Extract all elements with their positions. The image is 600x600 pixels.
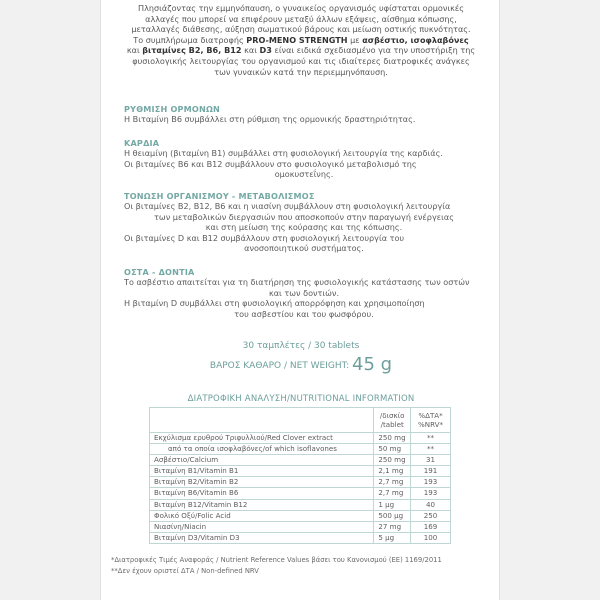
section-line: και των δοντιών. bbox=[268, 287, 340, 298]
intro-prefix: Το συμπλήρωμα διατροφής bbox=[133, 34, 247, 45]
nutrition-table bbox=[149, 407, 451, 544]
section-metabolism bbox=[124, 191, 484, 253]
nutrition-cell-name: Βιταμίνη B6/Vitamin B6 bbox=[150, 488, 374, 499]
nutrition-row bbox=[150, 455, 451, 466]
nutrition-header-nrv bbox=[411, 408, 451, 433]
section-line: Οι βιταμίνες B2, B12, B6 και η νιασίνη συμβάλλουν στη φυσιολογική λειτουργία bbox=[124, 201, 451, 212]
nutrition-cell-val: 50 mg bbox=[374, 444, 411, 455]
package-panel bbox=[100, 0, 500, 600]
intro-and: και bbox=[241, 45, 260, 56]
nutrition-row bbox=[150, 466, 451, 477]
footnote-nrv: *Διατροφικές Τιμές Αναφοράς / Nutrient Reference Values βάσει του Κανονισμού (ΕΕ) 1169/2011 bbox=[111, 556, 442, 564]
intro-line: φυσιολογικής λειτουργίας του οργανισμού και τις ιδιαίτερες διατροφικές ανάγκες bbox=[132, 55, 470, 66]
net-weight bbox=[101, 354, 501, 375]
nutrition-cell-name: Ασβέστιο/Calcium bbox=[150, 455, 374, 466]
intro-pre-vitamins: και bbox=[126, 45, 143, 56]
nutrition-cell-name: Βιταμίνη B1/Vitamin B1 bbox=[150, 466, 374, 477]
section-line: Οι βιταμίνες B6 και B12 συμβάλλουν στο φυσιολογικό μεταβολισμό της bbox=[124, 158, 417, 169]
nutrition-row bbox=[150, 499, 451, 510]
section-line: Η βιταμίνη D συμβάλλει στη φυσιολογική απορρόφηση και χρησιμοποίηση bbox=[124, 298, 425, 309]
nutrition-cell-val: 500 μg bbox=[374, 510, 411, 521]
nutrition-cell-name: Εκχύλισμα ερυθρού Τριφυλλιού/Red Clover extract bbox=[150, 433, 374, 444]
nutrition-cell-val: 2,1 mg bbox=[374, 466, 411, 477]
section-line: του ασβεστίου και του φωσφόρου. bbox=[234, 308, 374, 319]
nutrition-cell-name: Φολικό Οξύ/Folic Acid bbox=[150, 510, 374, 521]
section-line: ανοσοποιητικού συστήματος. bbox=[244, 243, 364, 254]
footnote-non-defined: **Δεν έχουν οριστεί ΔΤΑ / Non-defined NRV bbox=[111, 567, 259, 575]
nutrition-cell-nrv: 40 bbox=[411, 499, 451, 510]
nutrition-row bbox=[150, 521, 451, 532]
nutrition-cell-name: Νιασίνη/Niacin bbox=[150, 521, 374, 532]
section-line: και στη μείωση της κούρασης και της κόπωσης. bbox=[205, 222, 403, 233]
nutrition-cell-nrv: 193 bbox=[411, 477, 451, 488]
nutrition-cell-val: 250 mg bbox=[374, 433, 411, 444]
section-title: ΚΑΡΔΙΑ bbox=[124, 138, 160, 148]
intro-text bbox=[115, 3, 487, 77]
nutrition-cell-nrv: 193 bbox=[411, 488, 451, 499]
nutrition-row bbox=[150, 477, 451, 488]
intro-mid: με bbox=[347, 34, 363, 45]
nutrition-cell-name: Βιταμίνη D3/Vitamin D3 bbox=[150, 532, 374, 543]
unit-gr: /δισκίο bbox=[379, 411, 405, 420]
section-title: ΟΣΤΑ - ΔΟΝΤΙΑ bbox=[124, 267, 195, 277]
nutrition-cell-val: 27 mg bbox=[374, 521, 411, 532]
vitamins-list: βιταμίνες B2, B6, B12 bbox=[142, 45, 242, 56]
section-line: ομοκυστεΐνης. bbox=[274, 169, 334, 180]
section-line: Η Βιταμίνη B6 συμβάλλει στη ρύθμιση της ορμονικής δραστηριότητας. bbox=[124, 114, 416, 125]
section-title: ΡΥΘΜΙΣΗ ΟΡΜΟΝΩΝ bbox=[124, 104, 221, 114]
nutrition-header-unit bbox=[374, 408, 411, 433]
nutrition-cell-nrv: ** bbox=[411, 444, 451, 455]
nutrition-row bbox=[150, 433, 451, 444]
section-heart bbox=[124, 138, 484, 180]
nutrition-cell-name: Βιταμίνη B12/Vitamin B12 bbox=[150, 499, 374, 510]
nutrition-cell-val: 250 mg bbox=[374, 455, 411, 466]
intro-formula-line-2 bbox=[115, 45, 487, 56]
nutrition-cell-nrv: 250 bbox=[411, 510, 451, 521]
nutrition-cell-nrv: 191 bbox=[411, 466, 451, 477]
nutrition-row bbox=[150, 444, 451, 455]
section-line: των μεταβολικών διεργασιών που αποσκοπούν στην παραγωγή ενέργειας bbox=[154, 211, 454, 222]
calcium-isoflavones: ασβέστιο, ισοφλαβόνες bbox=[362, 34, 469, 45]
nrv-gr: %ΔΤΑ* bbox=[418, 411, 443, 420]
net-weight-value: 45 g bbox=[352, 354, 393, 375]
intro-line: των γυναικών κατά την περιεμμηνόπαυση. bbox=[214, 66, 388, 77]
nutrition-header-name bbox=[150, 408, 374, 433]
nutrition-cell-nrv: ** bbox=[411, 433, 451, 444]
nutrition-cell-nrv: 169 bbox=[411, 521, 451, 532]
nutrition-row bbox=[150, 532, 451, 543]
product-name: PRO-MENO STRENGTH bbox=[246, 34, 348, 45]
nutrition-cell-val: 2,7 mg bbox=[374, 477, 411, 488]
nutrition-cell-nrv: 100 bbox=[411, 532, 451, 543]
intro-rest: είναι ειδικά σχεδιασμένο για την υποστήριξη της bbox=[271, 45, 476, 56]
nutrition-cell-name: από τα οποία ισοφλαβόνες/of which isoflavones bbox=[150, 444, 374, 455]
nutrition-row bbox=[150, 510, 451, 521]
intro-line: αλλαγές που μπορεί να επιφέρουν μεταξύ άλλων εξάψεις, αίσθημα κόπωσης, bbox=[145, 13, 457, 24]
section-bones-teeth bbox=[124, 267, 484, 319]
unit-en: /tablet bbox=[380, 420, 404, 429]
nutrition-cell-val: 5 μg bbox=[374, 532, 411, 543]
section-hormones bbox=[124, 104, 484, 125]
nutrition-title: ΔΙΑΤΡΟΦΙΚΗ ΑΝΑΛΥΣΗ/NUTRITIONAL INFORMATION bbox=[187, 394, 415, 404]
nutrition-cell-val: 1 μg bbox=[374, 499, 411, 510]
nutrition-cell-nrv: 31 bbox=[411, 455, 451, 466]
vitamin-d3: D3 bbox=[259, 45, 272, 56]
intro-line: μεταλλαγές διάθεσης, αύξηση σωματικού βάρους και μείωση οστικής πυκνότητας. bbox=[131, 24, 471, 35]
section-line: Οι βιταμίνες D και B12 συμβάλλουν στη φυσιολογική λειτουργία του bbox=[124, 232, 405, 243]
section-line: Η θειαμίνη (βιταμίνη B1) συμβάλλει στη φυσιολογική λειτουργία της καρδιάς. bbox=[124, 148, 443, 159]
net-weight-label: ΒΑΡΟΣ ΚΑΘΑΡΟ / NET WEIGHT: bbox=[209, 361, 350, 371]
nutrition-row bbox=[150, 488, 451, 499]
intro-line: Πλησιάζοντας την εμμηνόπαυση, ο γυναικείος οργανισμός υφίσταται ορμονικές bbox=[137, 3, 465, 13]
tablet-count: 30 ταμπλέτες / 30 tablets bbox=[242, 341, 360, 351]
section-title: ΤΟΝΩΣΗ ΟΡΓΑΝΙΣΜΟΥ - ΜΕΤΑΒΟΛΙΣΜΟΣ bbox=[124, 191, 315, 201]
nutrition-cell-val: 2,7 mg bbox=[374, 488, 411, 499]
nrv-en: %NRV* bbox=[418, 420, 444, 429]
intro-formula-line bbox=[115, 35, 487, 46]
section-line: Το ασβέστιο απαιτείται για τη διατήρηση της φυσιολογικής κατάστασης των οστών bbox=[124, 277, 470, 288]
nutrition-cell-name: Βιταμίνη B2/Vitamin B2 bbox=[150, 477, 374, 488]
